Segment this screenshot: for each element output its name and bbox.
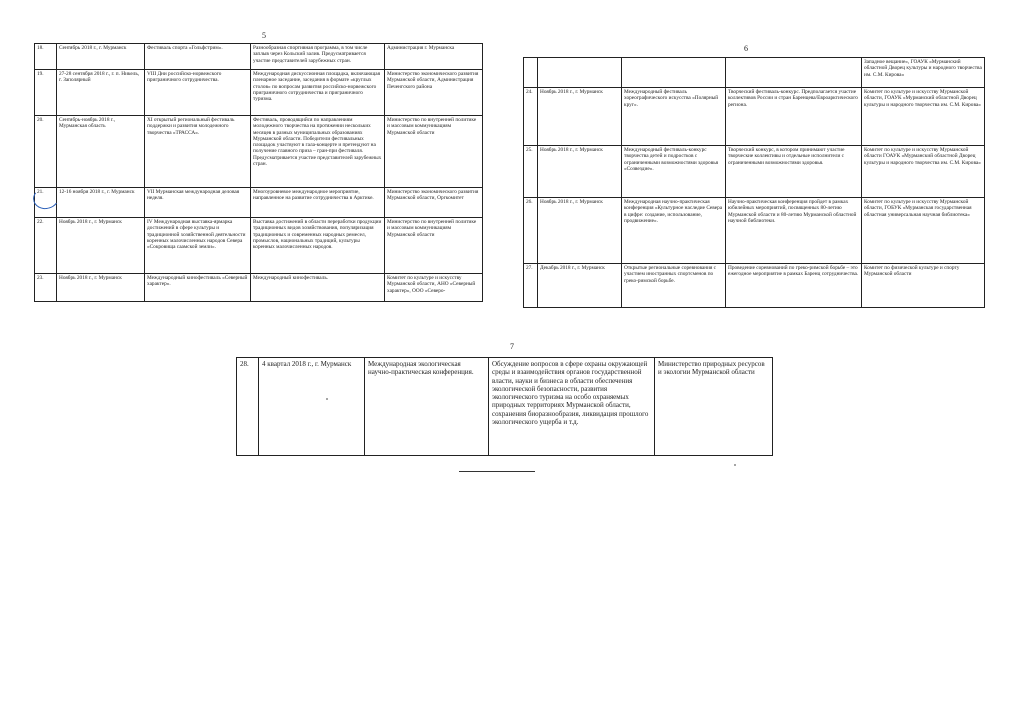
cell-event: Международный фестиваль-конкурс творчества детей и подростков с ограниченными возможностями здоровья «Созвездие». [622,146,726,198]
cell-event: Международная научно-практическая конференция «Культурное наследие Севера в цифре: создание, использование, продвижение». [622,198,726,264]
table-row [35,116,483,188]
cell-date: Сентябрь 2018 г., г. Мурманск [57,44,145,70]
cell-n: 19. [35,70,57,116]
cell-date: Ноябрь 2018 г., г. Мурманск [57,274,145,302]
cell-date: Ноябрь 2018 г., г. Мурманск [538,198,622,264]
cell-org: Комитет по культуре и искусству Мурманской области, АНО «Северный характер», ООО «Северо- [385,274,483,302]
cell-date: 12-16 ноября 2018 г., г. Мурманск [57,188,145,218]
cell-event: VII Мурманская международная деловая неделя. [145,188,251,218]
cell-date: Ноябрь 2018 г., г. Мурманск [57,218,145,274]
cell-event: Международная экологическая научно-практическая конференция. [365,358,489,456]
events-table-page-5 [34,43,483,302]
cell-n: 23. [35,274,57,302]
cell-n: 21. [35,188,57,218]
table-row [524,88,985,146]
cell-org: Министерство по внутренней политике и массовым коммуникациям Мурманской области [385,218,483,274]
scan-speck [734,464,736,466]
cell-org: Комитет по культуре и искусству Мурманской области ГОАУК «Мурманский областной Дворец культуры и народного творчества им. С.М. Кирова» [862,146,985,198]
cell-desc: Выставка достижений в области переработки продукции традиционных видов хозяйствования, популяризация традиционных и современных народных ремесел, промыслов, национальных традиций, культуры коренных малочисленных народов. [251,218,385,274]
cell-event: Международный фестиваль хореографического искусства «Полярный круг». [622,88,726,146]
cell-n: 22. [35,218,57,274]
cell-event: XI открытый региональный фестиваль поддержки и развития молодежного творчества «ТРАССА». [145,116,251,188]
table-row [35,44,483,70]
cell-date: Декабрь 2018 г., г. Мурманск [538,264,622,308]
cell-desc: Фестиваль, проводящийся по направлениям молодежного творчества на протяжении нескольких месяцев в разных муниципальных образованиях Мурманской области. Победители фестивальных площадок участвуют в гала-концерте и претендуют на получение главного приза – гран-при фестиваля. Предусматривается участие представителей зарубежных стран. [251,116,385,188]
cell-date: 27-28 сентября 2018 г., г. п. Никель, г. Заполярный [57,70,145,116]
cell-desc: Разнообразная спортивная программа, в том числе заплыв через Кольский залив. Предусматривается участие представителей зарубежных стран. [251,44,385,70]
table-row [35,218,483,274]
footer-rule [459,471,535,472]
table-row [524,198,985,264]
table-row [35,188,483,218]
cell-org: Комитет по культуре и искусству Мурманской области, ГОАУК «Мурманский областной Дворец культуры и народного творчества им. С.М. Кирова» [862,88,985,146]
cell-desc: Творческий конкурс, в котором принимают участие творческие коллективы и отдельные исполнители с ограниченными возможностями здоровья. [726,146,862,198]
cell-org: Министерство экономического развития Мурманской области, Администрация Печенгского района [385,70,483,116]
cell-desc: Обсуждение вопросов в сфере охраны окружающей среды и взаимодействия органов государственной власти, науки и бизнеса в области обеспечения экологической безопасности, развития экологического туризма на особо охраняемых природных территориях Мурманской области, сохранения биоразнообразия, ликвидация прошлого экологического ущерба и т.д. [489,358,655,456]
cell-org: Комитет по физической культуре и спорту Мурманской области [862,264,985,308]
page-number-6: 6 [744,44,748,53]
table-row [35,70,483,116]
scan-speck [326,398,328,400]
cell-desc: Многоуровневое международное мероприятие, направленное на развитие сотрудничества в Арктике. [251,188,385,218]
cell-date: Сентябрь-ноябрь 2018 г., Мурманская область [57,116,145,188]
cell-event: IV Международная выставка-ярмарка достижений в сфере культуры и традиционной хозяйственной деятельности коренных малочисленных народов Севера «Сокровища саамской земли». [145,218,251,274]
table-row [524,264,985,308]
cell-date: 4 квартал 2018 г., г. Мурманск [259,358,365,456]
table-row [524,146,985,198]
page-number-7: 7 [510,342,514,351]
cell-n: 28. [237,358,259,456]
cell-desc: Научно-практическая конференция пройдет в рамках юбилейных мероприятий, посвященных 80-летию Мурманской области и 80-летию Мурманской областной научной библиотеки. [726,198,862,264]
cell-n: 27. [524,264,538,308]
cell-n: 24. [524,88,538,146]
cell-event: Международный кинофестиваль «Северный характер». [145,274,251,302]
cell-desc: Международный кинофестиваль. [251,274,385,302]
table-row-continuation [524,58,985,88]
continuation-org-cell: Западное вещание», ГОАУК «Мурманский областной Дворец культуры и народного творчества им. С.М. Кирова» [862,58,985,88]
cell-event: Фестиваль спорта «Гольфстрим». [145,44,251,70]
page-number-5: 5 [262,31,266,40]
cell-org: Администрация г. Мурманска [385,44,483,70]
table-row [35,274,483,302]
cell-n: 25. [524,146,538,198]
cell-date: Ноябрь 2018 г., г. Мурманск [538,146,622,198]
cell-desc: Творческий фестиваль-конкурс. Предполагается участие коллективов России и стран Баренцева/Евроарктического региона. [726,88,862,146]
cell-event: VIII Дни российско-норвежского приграничного сотрудничества. [145,70,251,116]
events-table-page-6 [523,57,985,308]
cell-event: Открытые региональные соревнования с участием иностранных спортсменов по греко-римской борьбе. [622,264,726,308]
events-table-page-7 [236,357,773,456]
cell-org: Комитет по культуре и искусству Мурманской области, ГОБУК «Мурманская государственная областная универсальная научная библиотека» [862,198,985,264]
cell-org: Министерство природных ресурсов и экологии Мурманской области [655,358,773,456]
table-row [237,358,773,456]
cell-n: 26. [524,198,538,264]
cell-desc: Проведение соревнований по греко-римской борьбе – это ежегодное мероприятие в рамках Баренц сотрудничества. [726,264,862,308]
cell-desc: Международная дискуссионная площадка, включающая пленарное заседание, заседания в формате «круглых столов» по вопросам развития российско-норвежского приграничного сотрудничества и приграничного туризма. [251,70,385,116]
cell-n: 18. [35,44,57,70]
cell-date: Ноябрь 2018 г., г. Мурманск [538,88,622,146]
cell-n: 20. [35,116,57,188]
cell-org: Министерство по внутренней политике и массовым коммуникациям Мурманской области [385,116,483,188]
cell-org: Министерство экономического развития Мурманской области, Оргкомитет [385,188,483,218]
